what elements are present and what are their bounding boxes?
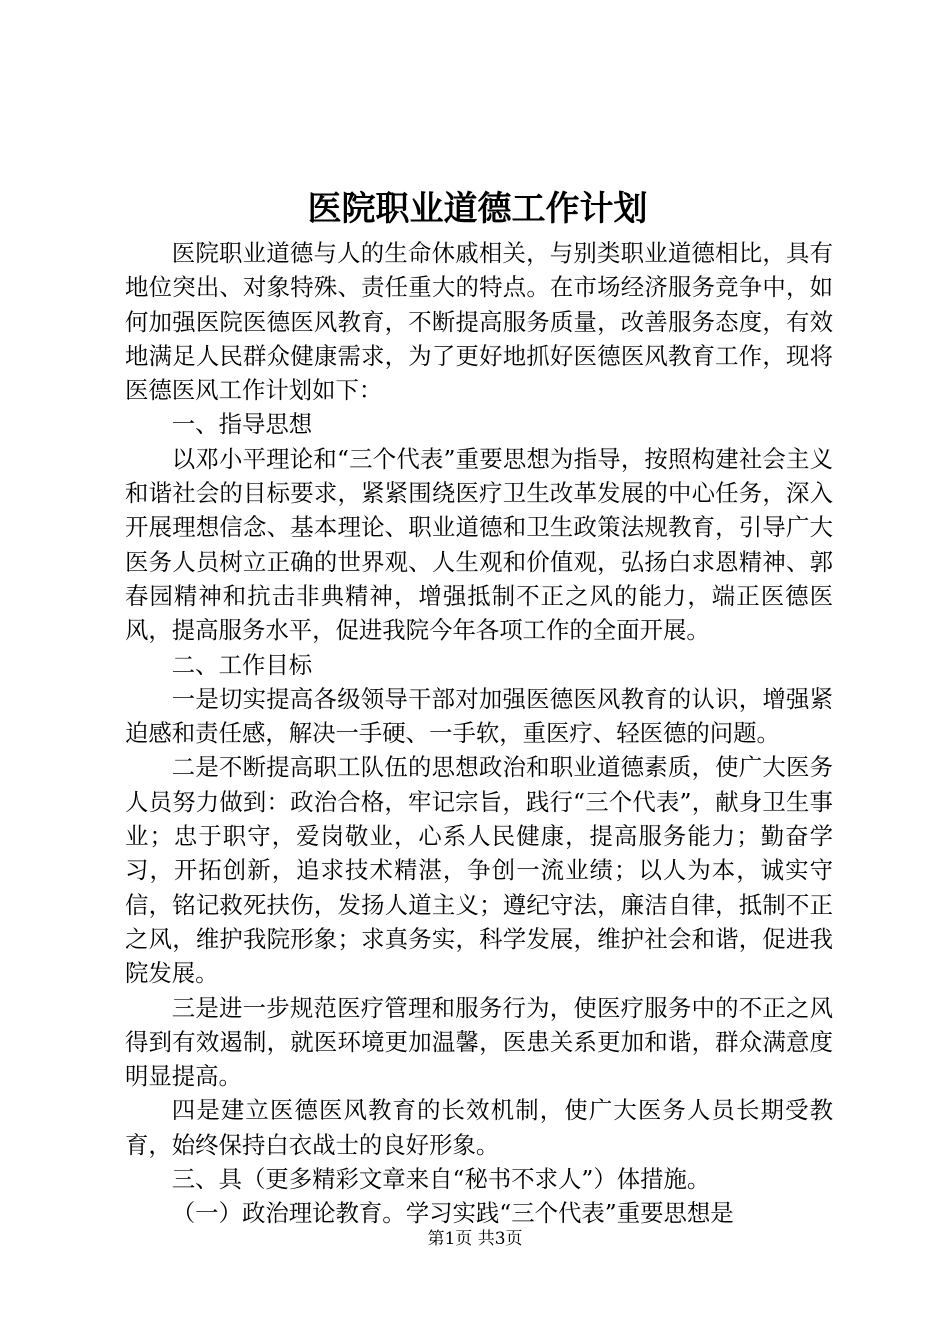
- section-heading-guiding-ideology: 一、指导思想: [171, 410, 313, 439]
- section-heading-measures: 三、具（更多精彩文章来自“秘书不求人”）体措施。: [171, 1165, 711, 1194]
- page-indicator: 第1页 共3页: [427, 1229, 523, 1249]
- paragraph-guiding-ideology: 以邓小平理论和“三个代表”重要思想为指导，按照构建社会主义和谐社会的目标要求，紧紧围绕医疗卫生改革发展的中心任务，深入开展理想信念、基本理论、职业道德和卫生政策法规教育，引导广大医务人员树立正确的世界观、人生观和价值观，弘扬白求恩精神、郭春园精神和抗击非典精神，增强抵制不正之风的能力，端正医德医风，提高服务水平，促进我院今年各项工作的全面开展。: [125, 444, 833, 645]
- paragraph-measure-one: （一）政治理论教育。学习实践“三个代表”重要思想是: [171, 1199, 734, 1228]
- paragraph-intro: 医院职业道德与人的生命休戚相关，与别类职业道德相比，具有地位突出、对象特殊、责任重大的特点。在市场经济服务竞争中，如何加强医院医德医风教育，不断提高服务质量，改善服务态度，有效地满足人民群众健康需求，为了更好地抓好医德医风教育工作，现将医德医风工作计划如下：: [125, 239, 833, 405]
- document-title: 医院职业道德工作计划: [307, 189, 648, 229]
- paragraph-goal-two: 二是不断提高职工队伍的思想政治和职业道德素质，使广大医务人员努力做到：政治合格，牢记宗旨，践行“三个代表”，献身卫生事业；忠于职守，爱岗敬业，心系人民健康，提高服务能力；勤奋学习，开拓创新，追求技术精湛，争创一流业绩；以人为本，诚实守信，铭记救死扶伤，发扬人道主义；遵纪守法，廉洁自律，抵制不正之风，维护我院形象；求真务实，科学发展，维护社会和谐，促进我院发展。: [125, 753, 833, 988]
- document-body: [125, 236, 833, 1231]
- paragraph-goal-three: 三是进一步规范医疗管理和服务行为，使医疗服务中的不正之风得到有效遏制，就医环境更加温馨，医患关系更加和谐，群众满意度明显提高。: [125, 993, 833, 1091]
- paragraph-goal-one: 一是切实提高各级领导干部对加强医德医风教育的认识，增强紧迫感和责任感，解决一手硬、一手软，重医疗、轻医德的问题。: [125, 684, 833, 748]
- section-heading-work-goals: 二、工作目标: [171, 650, 313, 679]
- paragraph-goal-four: 四是建立医德医风教育的长效机制，使广大医务人员长期受教育，始终保持白衣战士的良好形象。: [125, 1096, 833, 1159]
